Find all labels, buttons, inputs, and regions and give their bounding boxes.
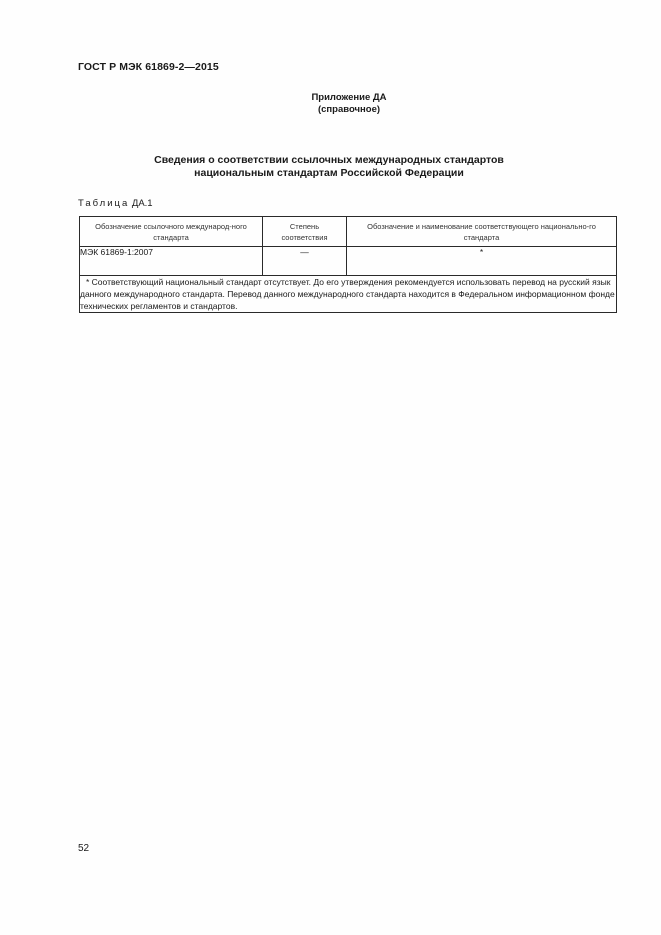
table-footnote-row: [80, 276, 617, 313]
cell-national-standard: *: [347, 247, 617, 276]
table-footnote-cell: [80, 276, 617, 313]
annex-title: Приложение ДА: [311, 92, 387, 103]
section-title-line-1: Сведения о соответствии ссылочных международных стандартов: [154, 154, 504, 166]
annex-heading: [200, 92, 498, 116]
document-header: ГОСТ Р МЭК 61869-2—2015: [78, 61, 219, 73]
section-title: [120, 154, 538, 180]
table-header-row: [80, 217, 617, 247]
table-row: [80, 247, 617, 276]
page-number: 52: [78, 843, 90, 854]
section-title-line-2: национальным стандартам Российской Федерации: [194, 167, 464, 179]
column-header-degree-of-correspondence: Степень соответствия: [263, 217, 347, 247]
standards-correspondence-table: [79, 216, 617, 313]
annex-subtitle: (справочное): [317, 104, 381, 115]
cell-degree-of-correspondence: —: [263, 247, 347, 276]
cell-reference-standard: МЭК 61869-1:2007: [80, 247, 263, 276]
table-caption-word: Таблица: [78, 198, 130, 209]
table-footnote: * Соответствующий национальный стандарт отсутствует. До его утверждения рекомендуется использовать перевод на русский язык данного международного стандарта. Перевод данного международного стандарта находится в Федеральном информационном фонде технических регламентов и стандартов.: [80, 277, 615, 311]
column-header-reference-standard: Обозначение ссылочного международ-ного стандарта: [80, 217, 263, 247]
column-header-national-standard: Обозначение и наименование соответствующего национально-го стандарта: [347, 217, 617, 247]
table-caption-id: ДА.1: [131, 198, 153, 209]
table-caption: [78, 198, 153, 209]
